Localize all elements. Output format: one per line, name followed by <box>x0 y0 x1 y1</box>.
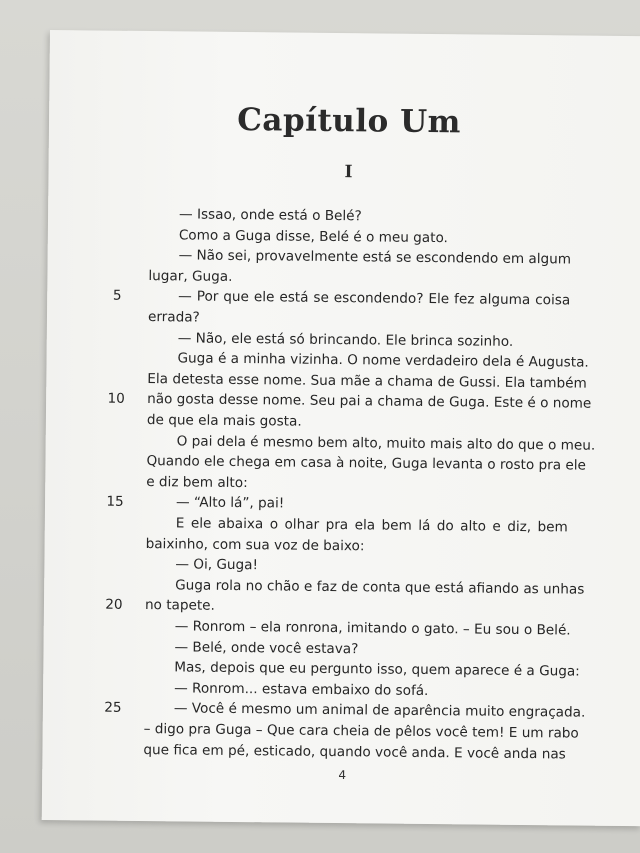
text-line: — Não sei, provavelmente está se escondendo em algum <box>178 247 572 268</box>
text-line: — Ronrom – ela ronrona, imitando o gato. – Eu sou o Belé. <box>174 618 571 639</box>
line-number: 15 <box>106 494 124 511</box>
line-number: 25 <box>104 699 122 717</box>
page-number: 4 <box>338 768 347 783</box>
text-line: — Você é mesmo um animal de aparência muito engraçada. <box>173 700 586 722</box>
text-line: – digo pra Guga – Que cara cheia de pêlos você tem! E um rabo <box>143 721 579 742</box>
line-number: 5 <box>112 288 122 305</box>
text-line: baixinho, com sua voz de baixo: <box>145 535 365 554</box>
text-line: — Belé, onde você estava? <box>174 638 359 657</box>
text-line: Mas, depois que eu pergunto isso, quem aparece é a Guga: <box>174 659 580 680</box>
line-number: 10 <box>107 391 125 408</box>
chapter-title: Capítulo Um <box>237 101 462 141</box>
text-line: de que ela mais gosta. <box>146 412 302 430</box>
line-number: 20 <box>105 597 123 614</box>
text-line: — Por que ele está se escondendo? Ele fez alguma coisa <box>178 288 571 309</box>
text-line: Ela detesta esse nome. Sua mãe a chama de Gussi. Ela também <box>147 370 587 392</box>
text-line: e diz bem alto: <box>146 473 248 491</box>
text-line: não gosta desse nome. Seu pai a chama de Guga. Este é o nome <box>147 391 592 413</box>
text-line: — Ronrom... estava embaixo do sofá. <box>174 680 429 699</box>
text-line: — Não, ele está só brincando. Ele brinca sozinho. <box>177 329 514 350</box>
text-line: que fica em pé, esticado, quando você anda. E você anda nas <box>143 741 566 763</box>
text-line: Quando ele chega em casa à noite, Guga levanta o rosto pra ele <box>146 453 587 474</box>
text-line: Guga é a minha vizinha. O nome verdadeiro dela é Augusta. <box>177 350 589 371</box>
text-line: no tapete. <box>144 597 215 615</box>
text-line: E ele abaixa o olhar pra ela bem lá do alto e diz, bem <box>175 515 568 536</box>
text-line: — Issao, onde está o Belé? <box>178 206 362 225</box>
text-line: Guga rola no chão e faz de conta que está afiando as unhas <box>175 577 585 598</box>
text-line: — Oi, Guga! <box>175 556 259 574</box>
text-line: errada? <box>147 309 200 326</box>
section-heading: I <box>344 162 353 183</box>
book-page <box>42 30 640 826</box>
text-line: Como a Guga disse, Belé é o meu gato. <box>178 226 448 246</box>
text-line: lugar, Guga. <box>148 267 233 285</box>
text-line: — “Alto lá”, pai! <box>175 494 285 512</box>
text-line: O pai dela é mesmo bem alto, muito mais alto do que o meu. <box>176 432 596 454</box>
